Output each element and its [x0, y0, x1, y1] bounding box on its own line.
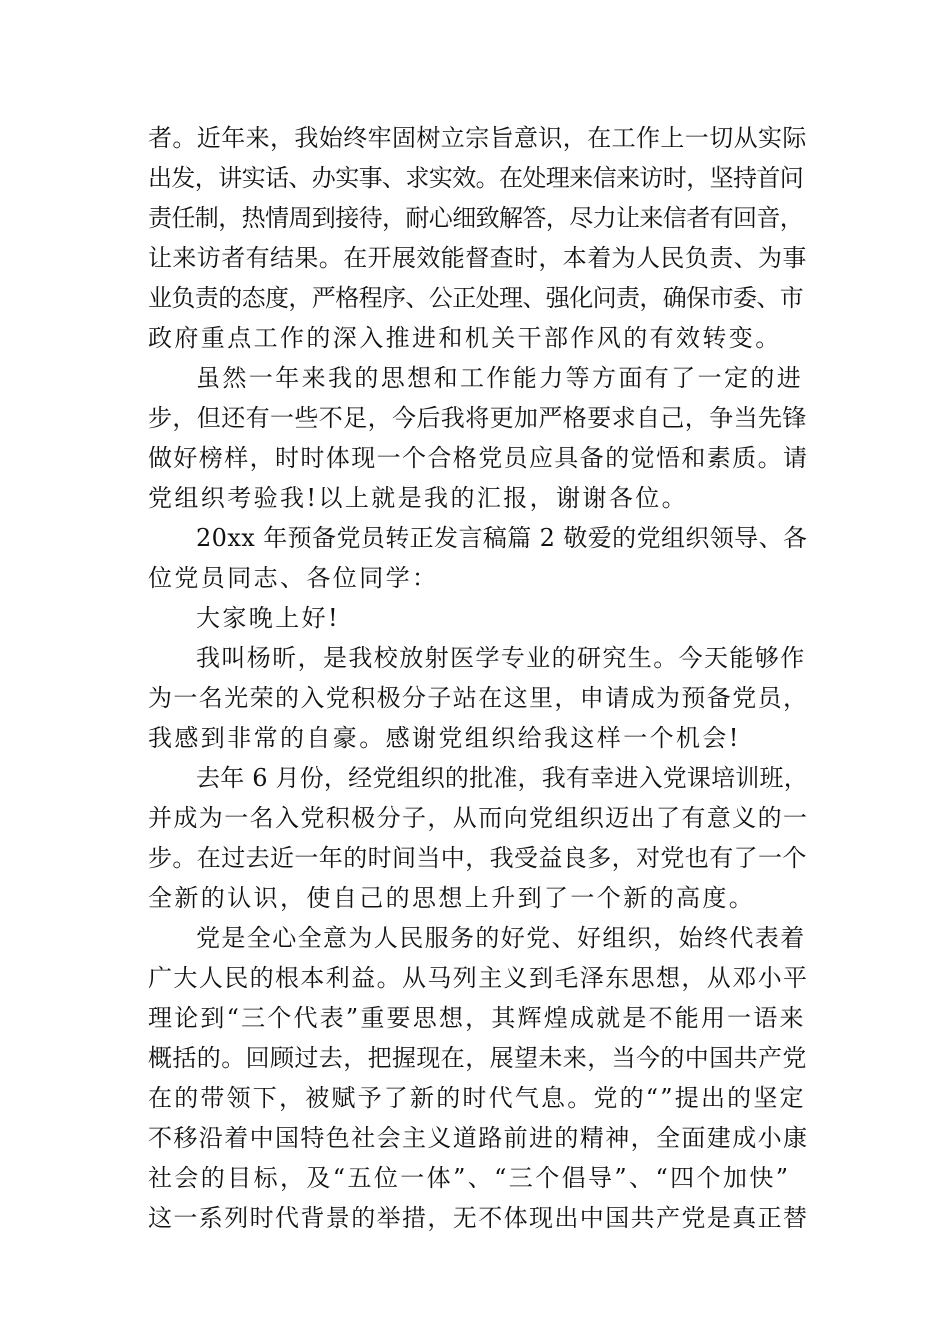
text-line: 并成为一名入党积极分子，从而向党组织迈出了有意义的一	[148, 804, 809, 832]
text-line: 业负责的态度，严格程序、公正处理、强化问责，确保市委、市	[148, 284, 804, 312]
paragraph-first-line: 去年 6 月份，经党组织的批准，我有幸进入党课培训班，	[196, 764, 808, 792]
text-line: 责任制，热情周到接待，耐心细致解答，尽力让来信者有回音，	[148, 204, 804, 232]
text-line: 全新的认识，使自己的思想上升到了一个新的高度。	[148, 884, 756, 912]
text-line: 党组织考验我!以上就是我的汇报，谢谢各位。	[148, 484, 689, 512]
text-line: 让来访者有结果。在开展效能督查时，本着为人民负责、为事	[148, 244, 807, 272]
text-line: 这一系列时代背景的举措，无不体现出中国共产党是真正替	[148, 1204, 809, 1232]
text-line: 不移沿着中国特色社会主义道路前进的精神，全面建成小康	[148, 1124, 809, 1152]
text-line: 广大人民的根本利益。从马列主义到毛泽东思想，从邓小平	[148, 964, 809, 992]
text-line: 理论到“三个代表”重要思想，其辉煌成就是不能用一语来	[148, 1004, 806, 1032]
paragraph-first-line: 我叫杨昕，是我校放射医学专业的研究生。今天能够作	[196, 644, 806, 672]
text-line: 出发，讲实话、办实事、求实效。在处理来信来访时，坚持首问	[148, 164, 804, 192]
text-line: 为一名光荣的入党积极分子站在这里，申请成为预备党员，	[148, 684, 809, 712]
text-line: 步，但还有一些不足，今后我将更加严格要求自己，争当先锋	[148, 404, 807, 432]
text-line: 我感到非常的自豪。感谢党组织给我这样一个机会!	[148, 724, 741, 752]
paragraph-first-line: 20xx 年预备党员转正发言稿篇 2 敬爱的党组织领导、各	[196, 524, 808, 552]
paragraph-first-line: 大家晚上好!	[196, 604, 341, 632]
text-line: 位党员同志、各位同学：	[148, 564, 439, 592]
text-line: 步。在过去近一年的时间当中，我受益良多，对党也有了一个	[148, 844, 807, 872]
paragraph-first-line: 虽然一年来我的思想和工作能力等方面有了一定的进	[196, 364, 804, 392]
text-line: 者。近年来，我始终牢固树立宗旨意识，在工作上一切从实际	[148, 124, 807, 152]
text-line: 做好榜样，时时体现一个合格党员应具备的觉悟和素质。请	[148, 444, 809, 472]
text-line: 在的带领下，被赋予了新的时代气息。党的“”提出的坚定	[148, 1084, 806, 1112]
text-line: 概括的。回顾过去，把握现在，展望未来，当今的中国共产党	[148, 1044, 807, 1072]
text-line: 政府重点工作的深入推进和机关干部作风的有效转变。	[148, 324, 782, 352]
paragraph-first-line: 党是全心全意为人民服务的好党、好组织，始终代表着	[196, 924, 806, 952]
text-line: 社会的目标，及“五位一体”、“三个倡导”、“四个加快”	[148, 1164, 791, 1192]
